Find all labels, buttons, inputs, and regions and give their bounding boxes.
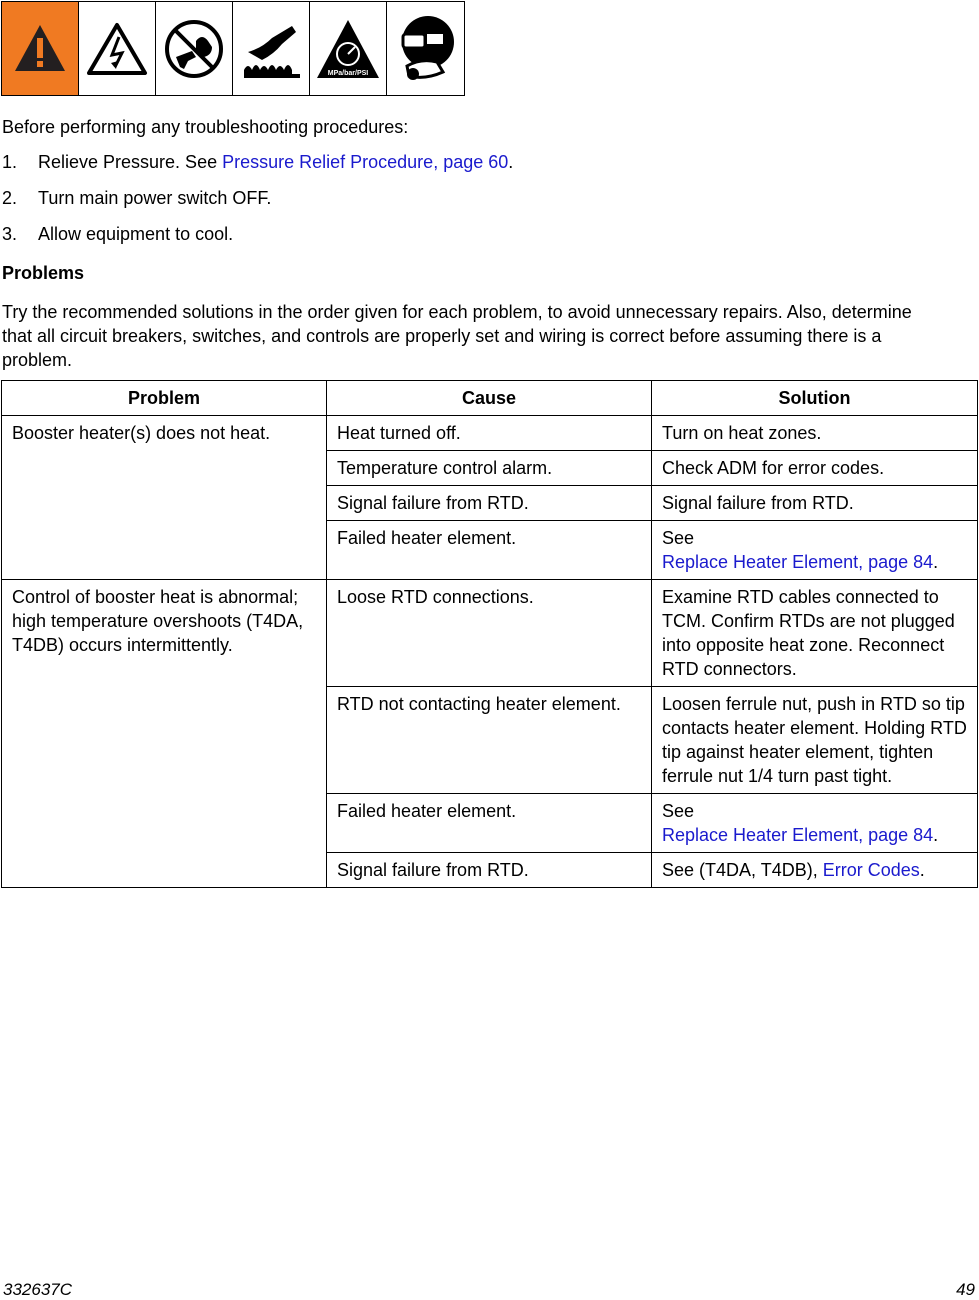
header-cause: Cause (327, 381, 652, 416)
header-solution: Solution (652, 381, 978, 416)
solution-cell: Turn on heat zones. (652, 416, 978, 451)
solution-cell (652, 794, 978, 853)
solution-cell (652, 521, 978, 580)
solution-cell (652, 853, 978, 888)
document-number: 332637C (3, 1280, 73, 1299)
cause-cell: Heat turned off. (327, 416, 652, 451)
replace-heater-element-link[interactable]: Replace Heater Element, page 84 (662, 825, 934, 845)
exclamation-warning-icon (2, 2, 79, 95)
protective-eyewear-icon (387, 2, 464, 95)
pressure-relief-link[interactable]: Pressure Relief Procedure, page 60 (222, 152, 509, 172)
problems-heading-wrap (2, 261, 962, 285)
problems-heading: Problems (2, 263, 85, 283)
solution-prefix: See (662, 528, 695, 548)
step-text: Relieve Pressure. See (38, 152, 223, 172)
step-text: Allow equipment to cool. (38, 224, 234, 244)
solution-cell: Signal failure from RTD. (652, 486, 978, 521)
svg-text:MPa/bar/PSI: MPa/bar/PSI (327, 69, 369, 77)
error-codes-link[interactable]: Error Codes (822, 860, 920, 880)
cause-cell: Loose RTD connections. (327, 580, 652, 687)
solution-cell: Loosen ferrule nut, push in RTD so tip contacts heater element. Holding RTD tip against heater element, tighten ferrule nut 1/4 turn past tight. (652, 687, 978, 794)
step-number: 1. (2, 152, 18, 172)
solution-prefix: See (T4DA, T4DB), (662, 860, 823, 880)
solution-suffix: . (933, 825, 939, 845)
cause-cell: Signal failure from RTD. (327, 853, 652, 888)
table-row (2, 416, 978, 451)
table-header-row (2, 381, 978, 416)
page-number: 49 (956, 1280, 975, 1299)
cause-cell: Failed heater element. (327, 521, 652, 580)
step-1 (2, 152, 513, 173)
cause-cell: Temperature control alarm. (327, 451, 652, 486)
step-2 (2, 188, 271, 209)
step-punctuation: . (508, 152, 514, 172)
no-hands-spray-gun-icon (156, 2, 233, 95)
header-problem: Problem (2, 381, 327, 416)
step-number: 3. (2, 224, 18, 244)
electric-shock-icon (79, 2, 156, 95)
solution-suffix: . (933, 552, 939, 572)
solution-prefix: See (662, 801, 695, 821)
cause-cell: Failed heater element. (327, 794, 652, 853)
replace-heater-element-link[interactable]: Replace Heater Element, page 84 (662, 552, 934, 572)
problem-cell: Booster heater(s) does not heat. (2, 416, 327, 580)
problem-cell: Control of booster heat is abnormal; high temperature overshoots (T4DA, T4DB) occurs intermittently. (2, 580, 327, 888)
solution-cell: Check ADM for error codes. (652, 451, 978, 486)
table-row (2, 580, 978, 687)
solution-suffix: . (919, 860, 925, 880)
step-number: 2. (2, 188, 18, 208)
troubleshooting-table (1, 380, 978, 888)
step-3 (2, 224, 233, 245)
step-text: Turn main power switch OFF. (38, 188, 272, 208)
intro-text: Before performing any troubleshooting procedures: (2, 117, 409, 137)
cause-cell: RTD not contacting heater element. (327, 687, 652, 794)
problems-paragraph: Try the recommended solutions in the order given for each problem, to avoid unnecessary repairs. Also, determine that all circuit breakers, switches, and controls are properly set and wiring is correct before assuming there is a problem. (2, 302, 912, 370)
solution-cell: Examine RTD cables connected to TCM. Confirm RTDs are not plugged into opposite heat zone. Reconnect RTD connectors. (652, 580, 978, 687)
hot-surface-burn-icon (233, 2, 310, 95)
pressure-gauge-icon (310, 2, 387, 95)
cause-cell: Signal failure from RTD. (327, 486, 652, 521)
warning-icon-strip (1, 1, 465, 96)
